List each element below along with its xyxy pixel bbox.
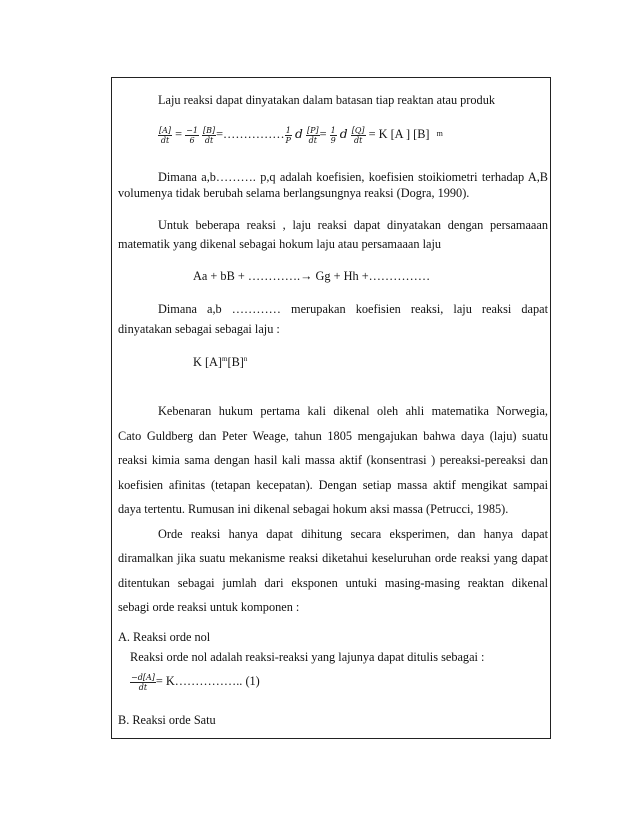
paragraph-line: Dimana a,b………. p,q adalah koefisien, koefisien stoikiometri terhadap A,B	[158, 170, 548, 184]
paragraph-line: reaksi kimia sama dengan hasil kali massa aktif (konsentrasi ) pereaksi-pereaksi dan	[118, 453, 548, 467]
exponent-m: m	[436, 129, 443, 138]
paragraph-line: diramalkan jika suatu mekanisme reaksi diketahui keseluruhan orde reaksi yang dapat	[118, 551, 548, 565]
paragraph-line: Kebenaran hukum pertama kali dikenal oleh ahli matematika Norwegia,	[158, 404, 548, 418]
paragraph-line: ditentukan sebagai jumlah dari eksponen untuki masing-masing reaktan dikenal	[118, 576, 548, 590]
paragraph-line: volumenya tidak berubah selama berlangsungnya reaksi (Dogra, 1990).	[118, 186, 470, 200]
fraction-b-dt: $\frac{[B]}{dt}$	[203, 125, 216, 145]
paragraph-line: dinyatakan sebagai sebagai laju :	[118, 322, 280, 336]
fraction-a-dt: $\frac{[A]}{dt}$	[159, 125, 172, 145]
section-heading-a: A. Reaksi orde nol	[118, 630, 211, 644]
section-heading-b: B. Reaksi orde Satu	[118, 713, 216, 727]
rate-equation	[158, 124, 443, 145]
paragraph-line: Orde reaksi hanya dapat dihitung secara eksperimen, dan hanya dapat	[158, 527, 548, 541]
paragraph-line: matematik yang dikenal sebagai hokum laju atau persamaaan laju	[118, 237, 442, 251]
fraction-q-dt: $\frac{[Q]}{dt}$	[351, 125, 365, 145]
rate-law-rhs: = K [A ] [B]	[368, 127, 430, 141]
paragraph-line: daya tertentu. Rumusan ini dikenal sebagai hokum aksi massa (Petrucci, 1985).	[118, 502, 509, 516]
differential-d: d	[339, 127, 348, 141]
paragraph-line: Dimana a,b ………… merupakan koefisien reaksi, laju reaksi dapat	[158, 302, 548, 316]
fraction-one-ninth: $\frac{1}{9}$	[330, 125, 336, 145]
paragraph-line: koefisien afinitas (tetapan kecepatan). Dengan setiap massa aktif mengikat sampai	[118, 478, 548, 492]
paragraph-line: Cato Guldberg dan Peter Weage, tahun 1805 mengajukan bahwa daya (laju) suatu	[118, 429, 548, 443]
section-a-text: Reaksi orde nol adalah reaksi-reaksi yang lajunya dapat ditulis sebagai :	[130, 650, 485, 664]
intro-line: Laju reaksi dapat dinyatakan dalam batasan tiap reaktan atau produk	[158, 93, 495, 107]
differential-d: d	[295, 127, 303, 141]
rate-law-expression: K $[A]^m[B]^n$	[193, 354, 248, 369]
fraction-neg-one-sixth: $\frac{-1}{6}$	[186, 125, 198, 145]
fraction-one-over-p: $\frac{1}{P}$	[285, 125, 291, 145]
equals-sign: =	[175, 127, 183, 141]
zero-order-equation: $\frac{-d[A]}{dt}$ = K…………….. (1)	[131, 672, 260, 692]
paragraph-line: Untuk beberapa reaksi , laju reaksi dapat dinyatakan dengan persamaaan	[158, 218, 548, 232]
reaction-equation: Aa + bB + ………….→ Gg + Hh +……………	[193, 269, 431, 283]
fraction-neg-da-dt: $\frac{-d[A]}{dt}$	[131, 672, 155, 692]
fraction-p-dt: $\frac{[P]}{dt}$	[306, 125, 319, 145]
equals-sign: =	[319, 127, 327, 141]
ellipsis: =……………	[216, 127, 285, 141]
paragraph-line: sebagi orde reaksi untuk komponen :	[118, 600, 300, 614]
